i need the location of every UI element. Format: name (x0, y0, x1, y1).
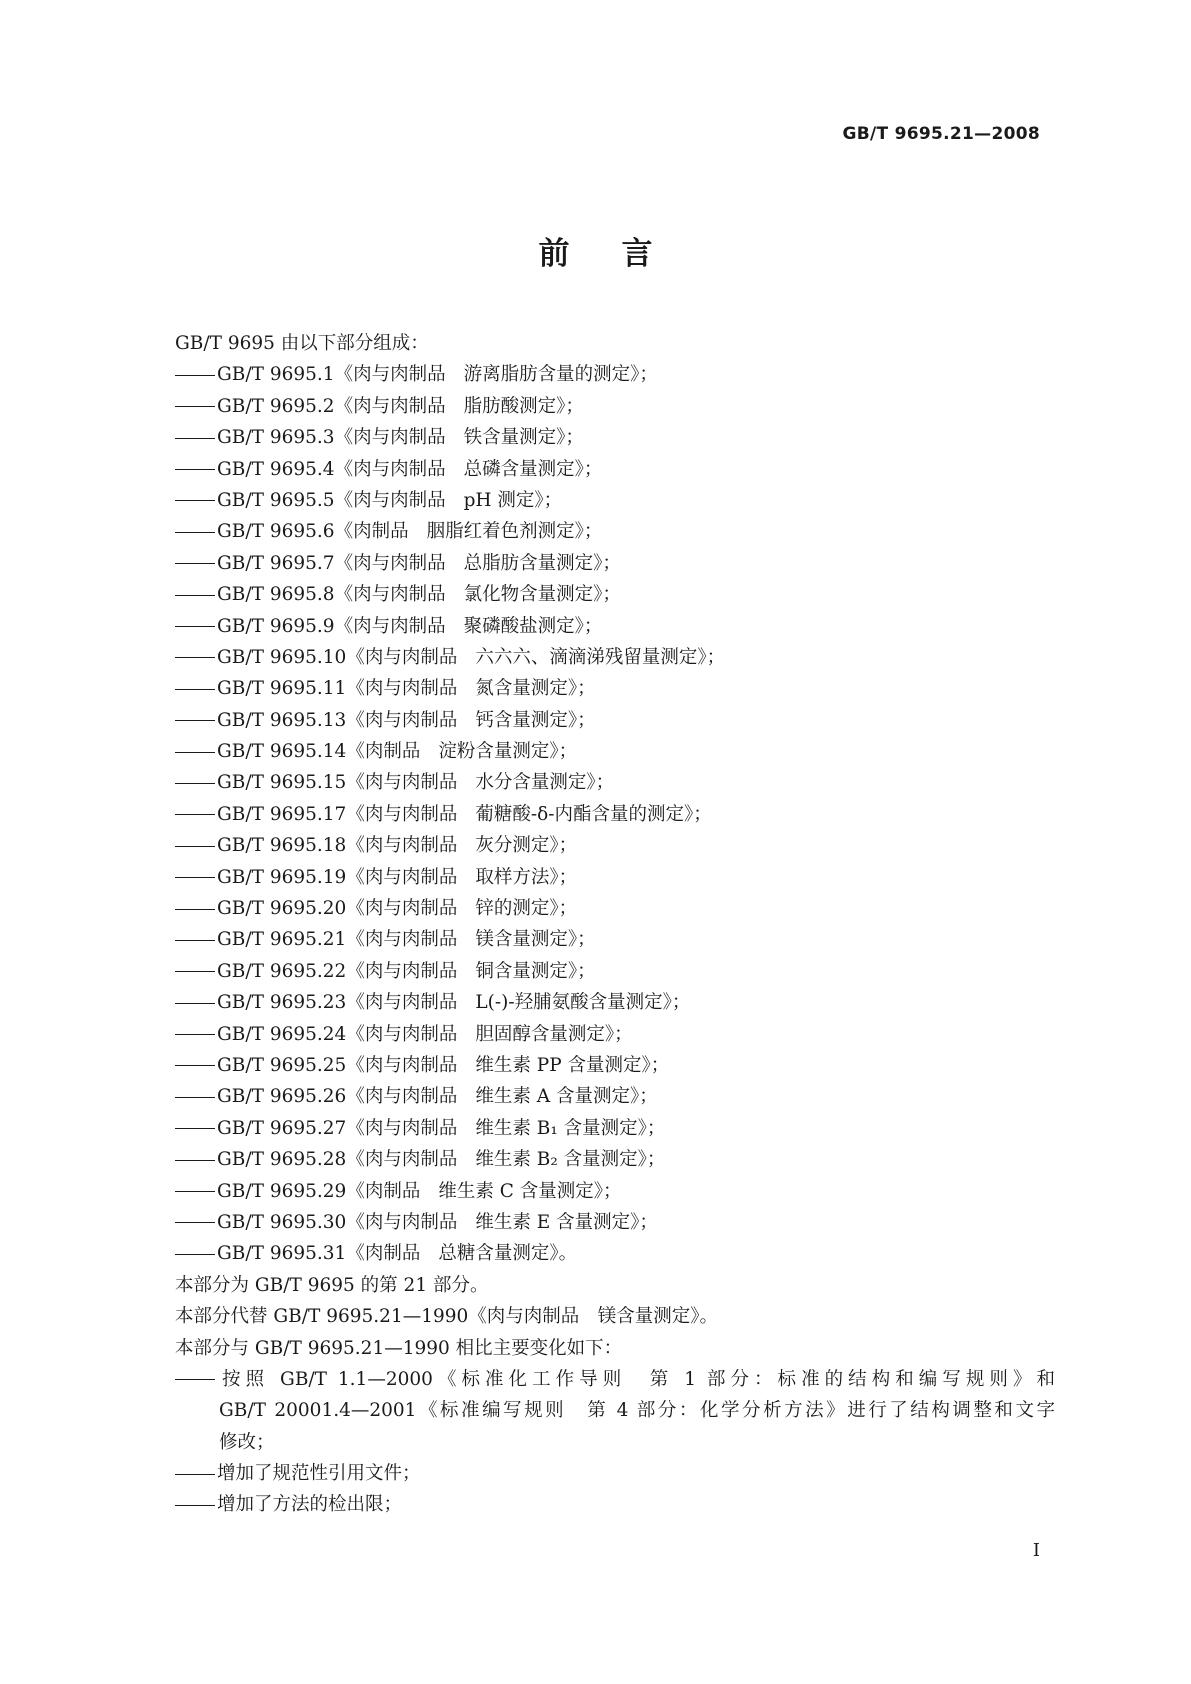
part-category: 《肉与肉制品 (334, 615, 446, 637)
page-title: 前言 (538, 236, 705, 272)
change-text-line1: 按照 GB/T 1.1—2000《标准化工作导则 第 1 部分：标准的结构和编写规则》和 (217, 1368, 1055, 1390)
dash-mark (175, 548, 217, 579)
dash-mark (175, 642, 217, 673)
part-item (175, 956, 1055, 987)
part-category: 《肉与肉制品 (346, 1023, 458, 1045)
part-name: L(-)-羟脯氨酸含量测定》； (475, 992, 691, 1014)
dash-mark (175, 830, 217, 861)
part-item (175, 1050, 1055, 1081)
part-code: GB/T 9695.26 (217, 1086, 347, 1108)
dash-mark (175, 485, 217, 516)
standard-code: GB/T 9695.21—2008 (842, 124, 1040, 144)
part-category: 《肉与肉制品 (346, 1086, 458, 1108)
part-category: 《肉与肉制品 (334, 552, 446, 574)
dash-mark (175, 1207, 217, 1238)
part-code: GB/T 9695.8 (217, 584, 335, 606)
part-item (175, 485, 1055, 516)
part-item (175, 1144, 1055, 1175)
part-code: GB/T 9695.19 (217, 866, 347, 888)
part-name: 胆固醇含量测定》； (475, 1023, 633, 1045)
part-name: 灰分测定》； (475, 835, 578, 857)
part-code: GB/T 9695.6 (217, 521, 335, 543)
part-item (175, 987, 1055, 1018)
part-code: GB/T 9695.9 (217, 615, 335, 637)
dash-mark (175, 673, 217, 704)
part-category: 《肉与肉制品 (346, 960, 458, 982)
part-name: 维生素 PP 含量测定》； (475, 1054, 670, 1076)
part-category: 《肉与肉制品 (346, 803, 458, 825)
part-category: 《肉制品 (346, 1180, 421, 1202)
part-code: GB/T 9695.27 (217, 1117, 347, 1139)
part-item (175, 642, 1055, 673)
part-name: 锌的测定》； (475, 898, 578, 920)
part-code: GB/T 9695.14 (217, 741, 347, 763)
part-name: 铜含量测定》； (475, 960, 596, 982)
dash-mark (175, 1176, 217, 1207)
part-item (175, 767, 1055, 798)
change-text-line3: 修改； (219, 1431, 275, 1453)
part-category: 《肉与肉制品 (346, 835, 458, 857)
part-category: 《肉制品 (334, 521, 409, 543)
part-name: 脂肪酸测定》； (463, 395, 584, 417)
dash-mark (175, 736, 217, 767)
part-code: GB/T 9695.23 (217, 992, 347, 1014)
dash-mark (175, 956, 217, 987)
part-name: 维生素 B₁ 含量测定》； (475, 1117, 666, 1139)
part-category: 《肉与肉制品 (334, 427, 446, 449)
part-category: 《肉与肉制品 (346, 1149, 458, 1171)
dash-mark (175, 391, 217, 422)
part-code: GB/T 9695.22 (217, 960, 347, 982)
statement-replace: 本部分代替 GB/T 9695.21—1990《肉与肉制品 镁含量测定》。 (175, 1306, 719, 1328)
part-category: 《肉与肉制品 (346, 678, 458, 700)
part-name: 维生素 C 含量测定》； (438, 1180, 622, 1202)
part-category: 《肉与肉制品 (346, 709, 458, 731)
part-code: GB/T 9695.11 (217, 678, 347, 700)
part-category: 《肉与肉制品 (346, 898, 458, 920)
part-item (175, 454, 1055, 485)
intro-line: GB/T 9695 由以下部分组成： (175, 333, 429, 354)
dash-mark (175, 454, 217, 485)
dash-mark (175, 1113, 217, 1144)
part-code: GB/T 9695.15 (217, 772, 347, 794)
part-item (175, 548, 1055, 579)
part-item (175, 611, 1055, 642)
part-code: GB/T 9695.13 (217, 709, 347, 731)
part-category: 《肉与肉制品 (346, 929, 458, 951)
part-name: 游离脂肪含量的测定》； (463, 364, 658, 386)
part-item (175, 359, 1055, 390)
part-code: GB/T 9695.25 (217, 1054, 347, 1076)
part-code: GB/T 9695.7 (217, 552, 335, 574)
dash-mark (175, 1019, 217, 1050)
part-category: 《肉与肉制品 (346, 646, 458, 668)
part-name: 维生素 B₂ 含量测定》； (475, 1149, 666, 1171)
part-name: 葡糖酸-δ-内酯含量的测定》； (475, 803, 712, 825)
part-item (175, 673, 1055, 704)
part-name: 取样方法》； (475, 866, 578, 888)
part-item (175, 862, 1055, 893)
part-category: 《肉与肉制品 (334, 489, 446, 511)
part-item (175, 705, 1055, 736)
part-code: GB/T 9695.30 (217, 1211, 347, 1233)
part-name: 胭脂红着色剂测定》； (426, 521, 603, 543)
dash-mark (175, 579, 217, 610)
part-category: 《肉与肉制品 (346, 1211, 458, 1233)
part-name: 六六六、滴滴涕残留量测定》； (475, 646, 726, 668)
part-item (175, 830, 1055, 861)
part-category: 《肉制品 (346, 741, 421, 763)
change-item-detection-limit: 增加了方法的检出限； (175, 1489, 1055, 1520)
dash-mark (175, 1489, 217, 1520)
part-category: 《肉与肉制品 (346, 866, 458, 888)
part-name: 淀粉含量测定》； (438, 741, 578, 763)
dash-mark (175, 1458, 217, 1489)
part-name: 维生素 A 含量测定》； (475, 1086, 658, 1108)
dash-mark (175, 359, 217, 390)
part-code: GB/T 9695.2 (217, 395, 335, 417)
dash-mark (175, 1050, 217, 1081)
part-name: 铁含量测定》； (463, 427, 584, 449)
part-item (175, 799, 1055, 830)
part-item (175, 1081, 1055, 1112)
part-item (175, 924, 1055, 955)
change-text-line2: GB/T 20001.4—2001《标准编写规则 第 4 部分：化学分析方法》进行了结构调整和文字 (219, 1400, 1055, 1422)
part-item (175, 1113, 1055, 1144)
dash-mark (175, 893, 217, 924)
part-item (175, 893, 1055, 924)
part-name: 镁含量测定》； (475, 929, 596, 951)
part-category: 《肉与肉制品 (334, 458, 446, 480)
part-code: GB/T 9695.21 (217, 929, 347, 951)
part-name: 维生素 E 含量测定》； (475, 1211, 658, 1233)
dash-mark (175, 1364, 217, 1395)
dash-mark (175, 1081, 217, 1112)
part-name: 总磷含量测定》； (463, 458, 603, 480)
part-category: 《肉与肉制品 (346, 772, 458, 794)
part-code: GB/T 9695.10 (217, 646, 347, 668)
dash-mark (175, 767, 217, 798)
part-name: 总糖含量测定》。 (438, 1243, 578, 1265)
part-code: GB/T 9695.17 (217, 803, 347, 825)
part-category: 《肉制品 (346, 1243, 421, 1265)
part-item (175, 422, 1055, 453)
part-code: GB/T 9695.1 (217, 364, 335, 386)
part-code: GB/T 9695.5 (217, 489, 335, 511)
part-category: 《肉与肉制品 (346, 992, 458, 1014)
part-code: GB/T 9695.29 (217, 1180, 347, 1202)
statement-part: 本部分为 GB/T 9695 的第 21 部分。 (175, 1274, 489, 1296)
part-code: GB/T 9695.28 (217, 1149, 347, 1171)
part-name: pH 测定》； (463, 489, 563, 511)
part-item (175, 516, 1055, 547)
part-category: 《肉与肉制品 (346, 1117, 458, 1139)
part-code: GB/T 9695.3 (217, 427, 335, 449)
part-code: GB/T 9695.4 (217, 458, 335, 480)
dash-mark (175, 705, 217, 736)
part-code: GB/T 9695.31 (217, 1243, 347, 1265)
part-name: 钙含量测定》； (475, 709, 596, 731)
part-item (175, 736, 1055, 767)
part-name: 水分含量测定》； (475, 772, 615, 794)
part-code: GB/T 9695.18 (217, 835, 347, 857)
dash-mark (175, 1144, 217, 1175)
part-item (175, 1176, 1055, 1207)
part-category: 《肉与肉制品 (334, 584, 446, 606)
dash-mark (175, 862, 217, 893)
part-category: 《肉与肉制品 (346, 1054, 458, 1076)
foreword-body (175, 328, 1055, 1521)
part-item (175, 1238, 1055, 1269)
change-item-structure (175, 1364, 1055, 1458)
part-code: GB/T 9695.20 (217, 898, 347, 920)
dash-mark (175, 987, 217, 1018)
dash-mark (175, 1238, 217, 1269)
part-name: 总脂肪含量测定》； (463, 552, 621, 574)
part-category: 《肉与肉制品 (334, 364, 446, 386)
part-item (175, 579, 1055, 610)
dash-mark (175, 799, 217, 830)
changes-intro: 本部分与 GB/T 9695.21—1990 相比主要变化如下： (175, 1337, 623, 1359)
part-name: 氮含量测定》； (475, 678, 596, 700)
dash-mark (175, 516, 217, 547)
parts-list (175, 359, 1055, 1269)
part-code: GB/T 9695.24 (217, 1023, 347, 1045)
dash-mark (175, 924, 217, 955)
change-item-references: 增加了规范性引用文件； (175, 1458, 1055, 1489)
page-number: I (1032, 1540, 1040, 1561)
part-category: 《肉与肉制品 (334, 395, 446, 417)
dash-mark (175, 611, 217, 642)
dash-mark (175, 422, 217, 453)
part-name: 氯化物含量测定》； (463, 584, 621, 606)
part-item (175, 391, 1055, 422)
part-item (175, 1019, 1055, 1050)
part-item (175, 1207, 1055, 1238)
part-name: 聚磷酸盐测定》； (463, 615, 603, 637)
